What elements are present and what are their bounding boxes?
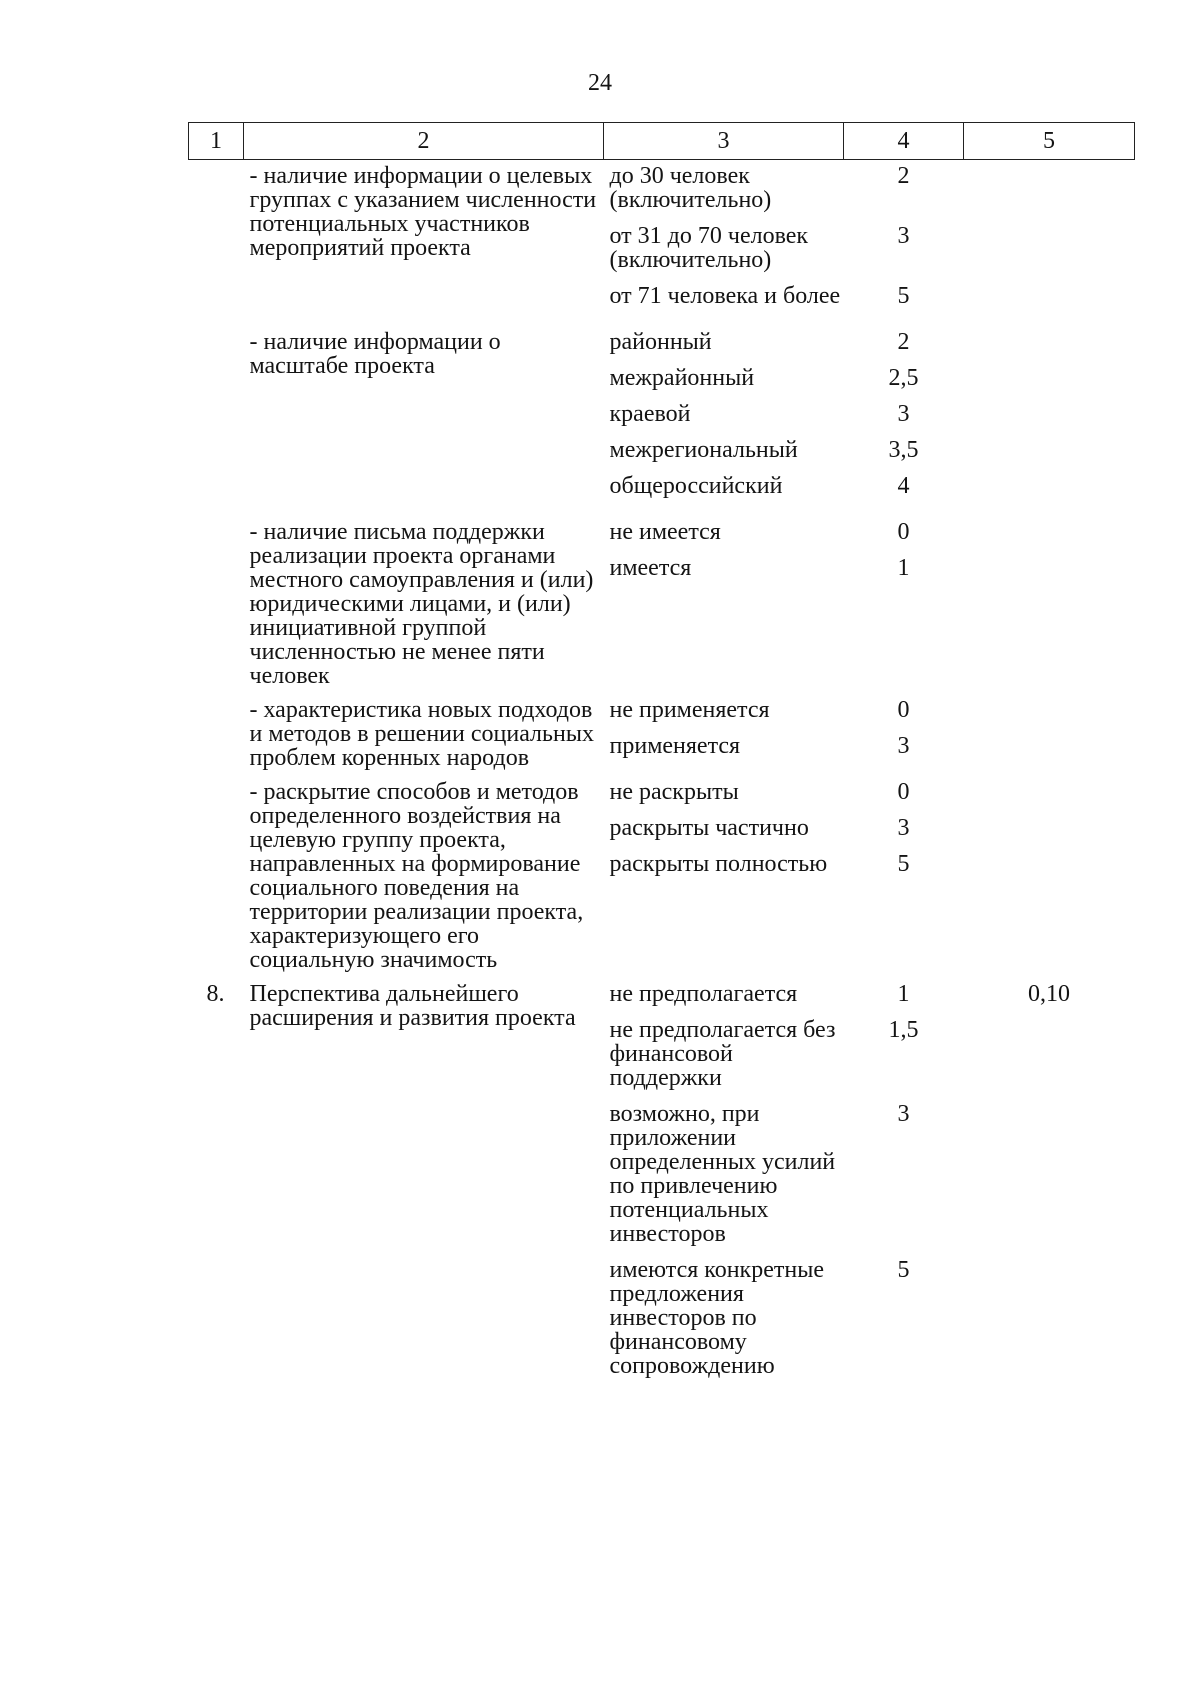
option-score: 3,5 [888,437,919,463]
criterion-number [189,326,244,516]
criterion-text: Перспектива дальнейшего расширения и развития проекта [249,981,576,1031]
criterion-number [189,160,244,327]
header-row [189,123,1135,160]
option-label: раскрыты полностью [609,851,828,877]
option-list [604,978,844,1396]
option-score: 1,5 [888,1017,919,1043]
criterion-weight [964,160,1135,327]
option-label: краевой [609,401,691,427]
table-row [189,326,1135,516]
option-list [604,160,844,327]
criteria-table [188,122,1135,1396]
criterion-number [189,694,244,776]
header-col-3: 3 [604,123,844,160]
score-list [844,776,964,978]
option-score: 0 [897,519,910,545]
option-list [604,776,844,978]
criterion-text: - раскрытие способов и методов определенного воздействия на целевую группу проекта, направленных на формирование социального поведения на территории реализации проекта, характеризующего его социальную значимость [249,779,584,973]
criterion-text: - наличие письма поддержки реализации проекта органами местного самоуправления и (или) юридическими лицами, и (или) инициативной группой численностью не менее пяти человек [249,519,594,689]
option-score: 2,5 [888,365,919,391]
table-header [189,123,1135,160]
score-list [844,978,964,1396]
criterion-text: - наличие информации о целевых группах с указанием численности потенциальных участников мероприятий проекта [249,163,597,261]
option-score: 3 [897,815,910,841]
option-label: не предполагается [609,981,798,1007]
option-label: от 71 человека и более [609,283,841,309]
option-label: не имеется [609,519,721,545]
option-label: не предполагается без финансовой поддержки [609,1017,836,1091]
criterion-weight: 0,10 [1028,981,1070,1007]
option-label: раскрыты частично [609,815,809,841]
option-label: имеется [609,555,692,581]
score-list [844,516,964,694]
option-label: до 30 человек (включительно) [609,163,772,213]
score-list [844,160,964,327]
criterion-weight [964,326,1135,516]
page-number: 24 [588,70,612,96]
option-score: 0 [897,779,910,805]
option-score: 2 [897,163,910,189]
criterion-weight [964,516,1135,694]
criterion-number [189,776,244,978]
option-list [604,516,844,694]
option-list [604,694,844,776]
option-score: 2 [897,329,910,355]
table-body [189,160,1135,1397]
table-row [189,776,1135,978]
criterion-number [189,516,244,694]
option-label: от 31 до 70 человек (включительно) [609,223,809,273]
option-score: 5 [897,851,910,877]
option-score: 4 [897,473,910,499]
option-score: 3 [897,1101,910,1127]
option-label: межрайонный [609,365,755,391]
option-score: 5 [897,283,910,309]
criterion-weight [964,776,1135,978]
table-row [189,516,1135,694]
option-score: 1 [897,981,910,1007]
header-col-1: 1 [189,123,244,160]
criterion-number: 8. [206,981,225,1007]
table-row [189,160,1135,327]
score-list [844,694,964,776]
option-score: 3 [897,733,910,759]
criterion-weight [964,694,1135,776]
table-row [189,694,1135,776]
header-col-2: 2 [244,123,604,160]
option-label: межрегиональный [609,437,798,463]
option-score: 3 [897,401,910,427]
option-label: возможно, при приложении определенных усилий по привлечению потенциальных инвесторов [609,1101,836,1247]
option-label: не применяется [609,697,770,723]
option-label: применяется [609,733,741,759]
option-score: 3 [897,223,910,249]
option-score: 1 [897,555,910,581]
option-score: 5 [897,1257,910,1283]
criterion-text: - наличие информации о масштабе проекта [249,329,501,379]
option-label: общероссийский [609,473,783,499]
option-list [604,326,844,516]
table-row [189,978,1135,1396]
criterion-text: - характеристика новых подходов и методов в решении социальных проблем коренных народов [249,697,594,771]
option-label: имеются конкретные предложения инвесторов по финансовому сопровождению [609,1257,824,1379]
option-label: не раскрыты [609,779,739,805]
score-list [844,326,964,516]
option-score: 0 [897,697,910,723]
header-col-5: 5 [964,123,1135,160]
option-label: районный [609,329,712,355]
header-col-4: 4 [844,123,964,160]
